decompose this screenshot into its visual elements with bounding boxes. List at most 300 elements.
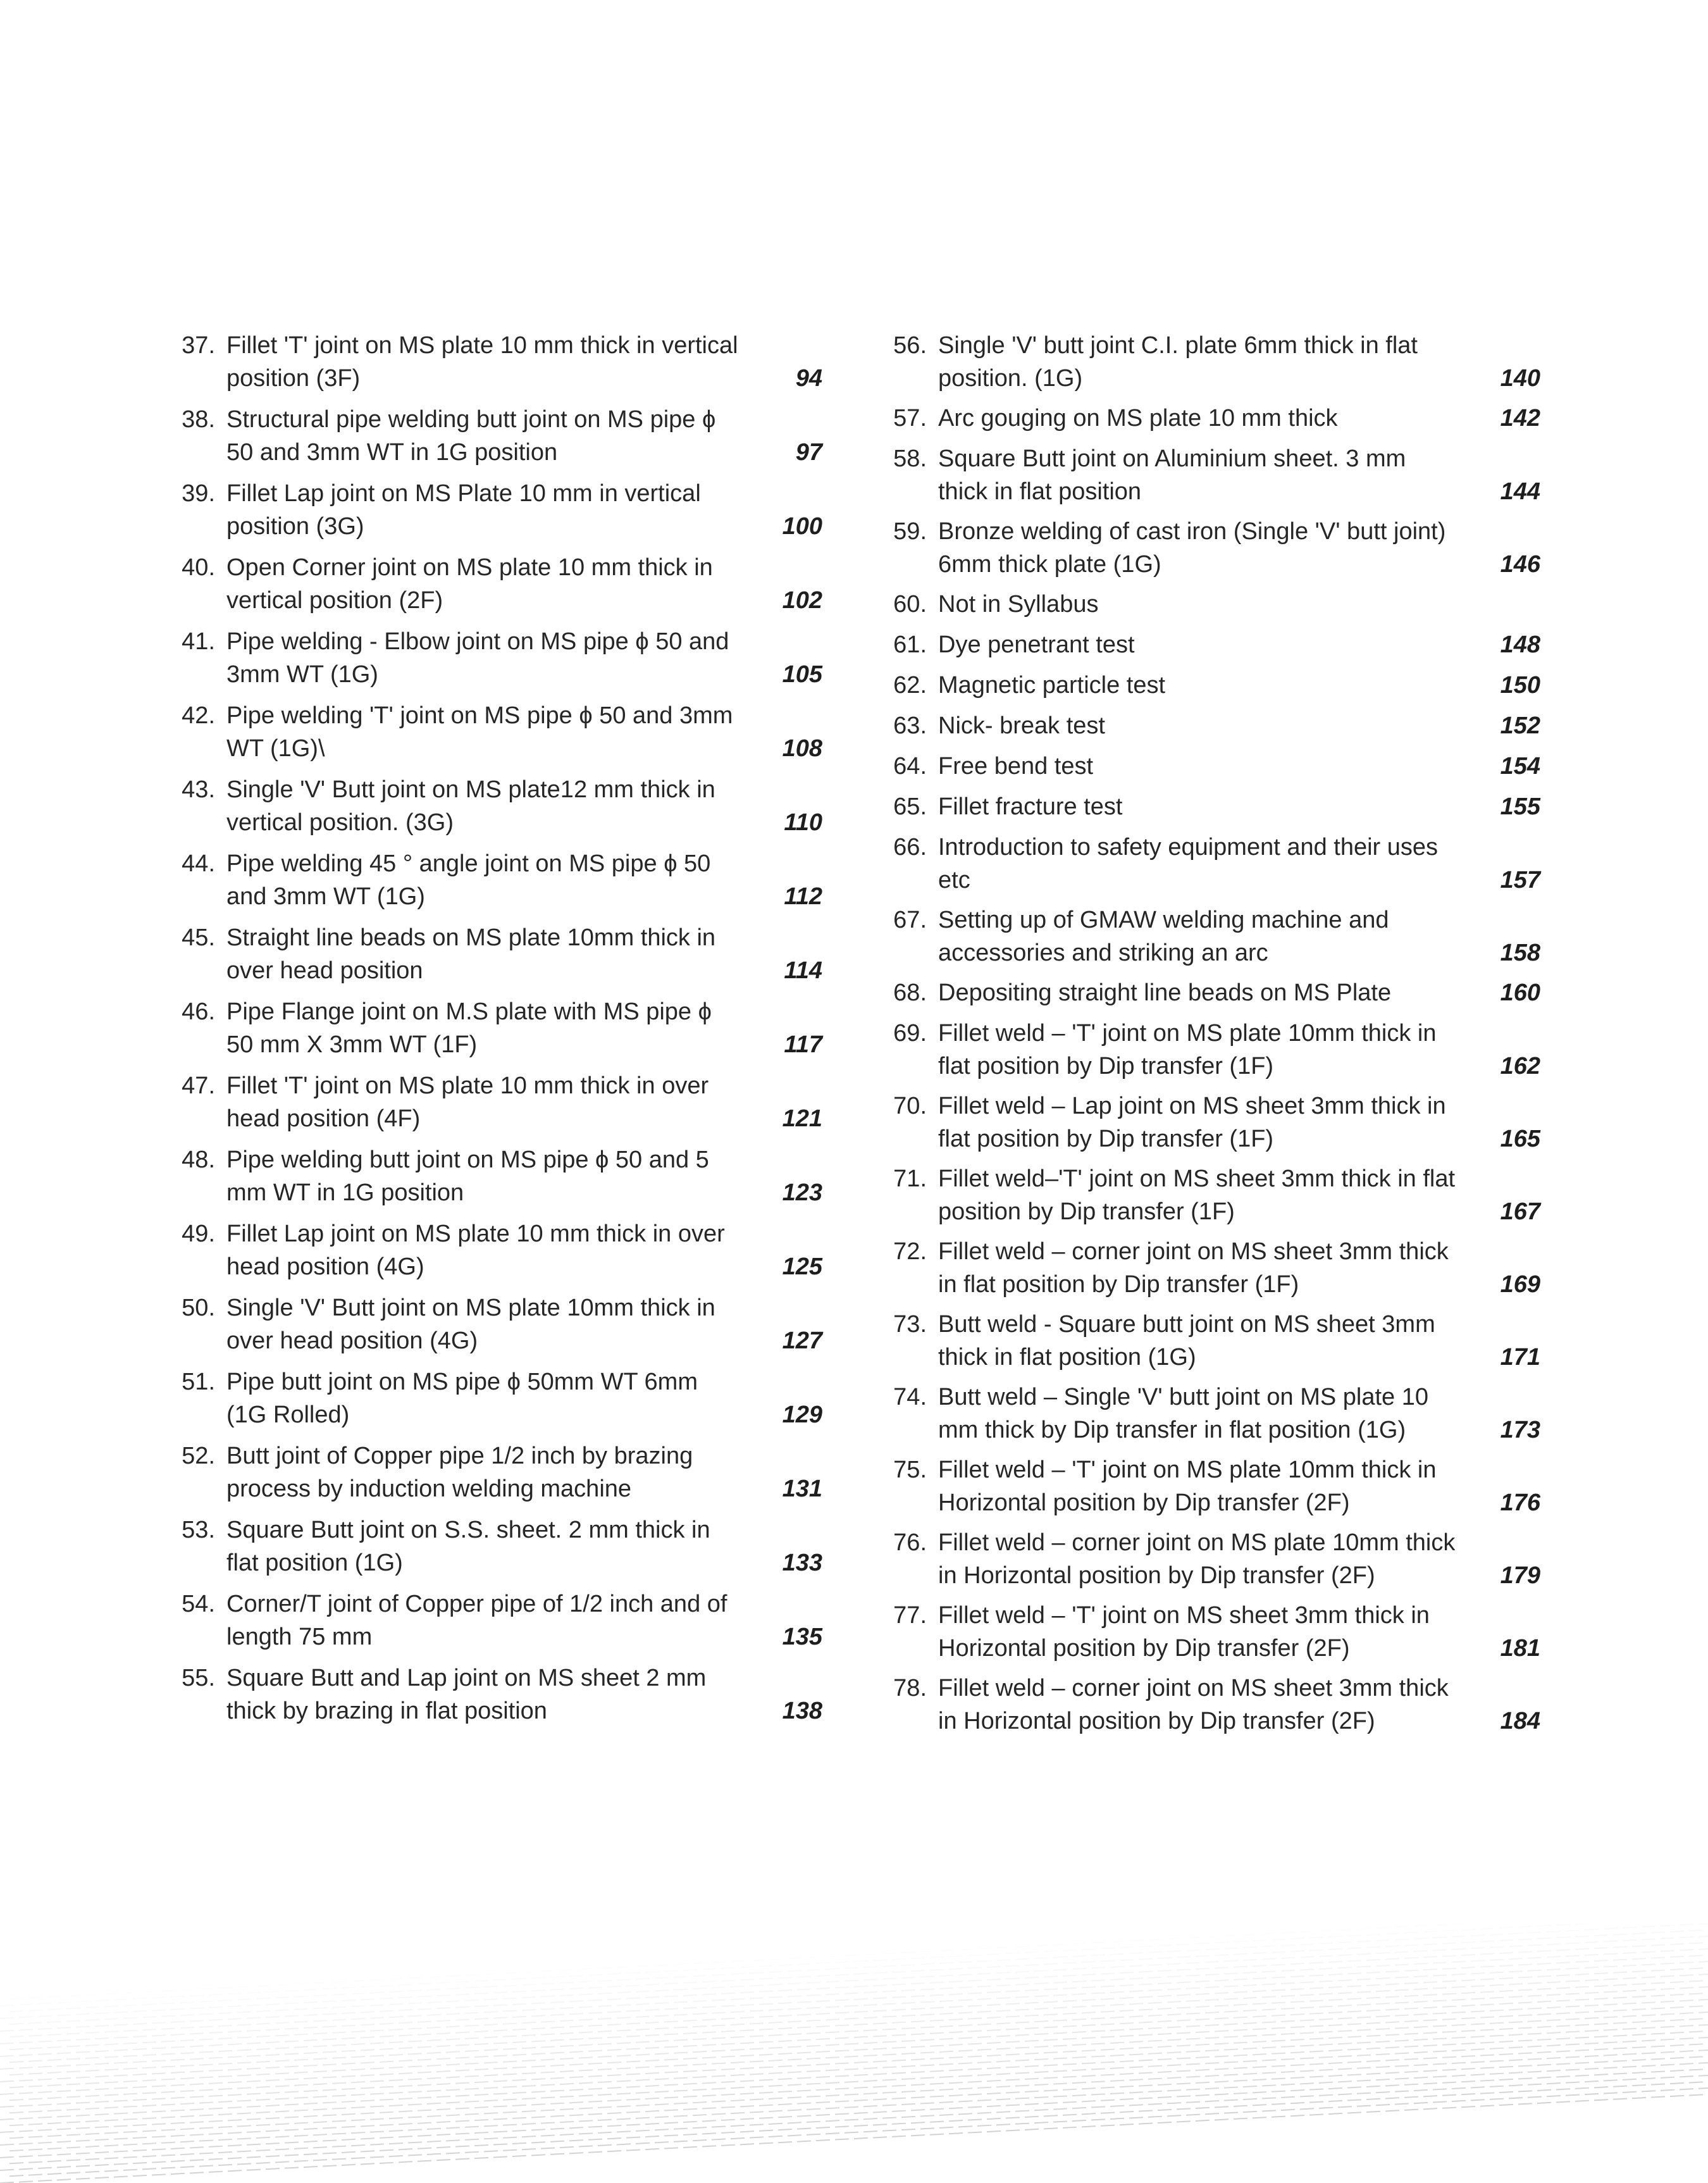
texture-dash (1357, 1979, 1371, 1980)
toc-entry-title: Fillet fracture test (938, 793, 1123, 820)
texture-dash (901, 2091, 915, 2092)
texture-dash (218, 1987, 232, 1988)
texture-dash (901, 2015, 915, 2016)
texture-dash (19, 2130, 33, 2131)
texture-dash (1158, 2046, 1172, 2047)
texture-dash (826, 1981, 839, 1982)
texture-dash (95, 2000, 109, 2001)
texture-dash (1025, 2104, 1039, 2105)
texture-dash (1328, 1936, 1342, 1937)
texture-dash (550, 2040, 564, 2041)
texture-dash (455, 1981, 469, 1982)
toc-entry[interactable] (171, 1217, 822, 1283)
texture-dash (674, 2103, 688, 2104)
texture-dash (275, 2073, 289, 2074)
texture-dash (1518, 2040, 1532, 2041)
texture-dash (1680, 1987, 1693, 1988)
texture-dash (607, 2087, 621, 2088)
toc-entry[interactable] (882, 1381, 1540, 1446)
texture-dash (1642, 2065, 1655, 2066)
texture-dash (1025, 2129, 1039, 2130)
texture-dash (0, 2068, 14, 2069)
toc-entry[interactable] (882, 669, 1540, 702)
texture-dash (1594, 1935, 1608, 1936)
texture-dash (1319, 2044, 1333, 2045)
toc-entry-page-number: 162 (1500, 1053, 1540, 1079)
texture-dash (161, 2155, 175, 2156)
texture-dash (380, 2112, 393, 2113)
toc-entry[interactable] (882, 1017, 1540, 1083)
texture-dash (1091, 1980, 1105, 1981)
texture-dash (826, 2057, 839, 2058)
texture-dash (228, 2069, 242, 2070)
texture-dash (636, 2067, 650, 2068)
texture-dash (1423, 2070, 1437, 2071)
toc-entry-page-number: 154 (1500, 753, 1540, 780)
texture-dash (1670, 2083, 1684, 2084)
texture-dash (920, 1963, 934, 1964)
texture-dash (0, 2106, 14, 2107)
toc-entry[interactable] (882, 750, 1540, 783)
texture-dash (1509, 2047, 1523, 2048)
texture-dash (351, 2145, 365, 2146)
texture-dash (1072, 2095, 1086, 2096)
texture-dash (446, 2013, 460, 2014)
texture-dash (1072, 1981, 1086, 1982)
texture-dash (655, 1990, 669, 1991)
toc-entry[interactable] (171, 1440, 822, 1505)
toc-entry[interactable] (882, 1672, 1540, 1738)
texture-dash (1433, 2063, 1447, 2064)
texture-dash (465, 2139, 479, 2140)
texture-dash (655, 2129, 669, 2130)
toc-entry[interactable] (171, 551, 822, 617)
texture-dash (750, 2061, 764, 2062)
texture-dash (1537, 1938, 1551, 1939)
texture-dash (1395, 2027, 1409, 2028)
texture-dash (228, 2018, 242, 2019)
texture-dash (1006, 2003, 1020, 2004)
texture-dash (731, 2125, 745, 2126)
texture-dash (266, 2029, 280, 2030)
texture-dash (9, 2036, 23, 2037)
texture-dash (95, 2063, 109, 2064)
texture-dash (1025, 2028, 1039, 2029)
texture-dash (323, 2026, 337, 2027)
texture-dash (332, 2121, 346, 2122)
texture-dash (1309, 2063, 1323, 2064)
texture-dash (418, 1996, 431, 1997)
texture-dash (294, 2123, 308, 2124)
toc-entry[interactable] (171, 1662, 822, 1727)
texture-dash (1290, 2039, 1304, 2040)
texture-dash (826, 2133, 839, 2134)
texture-dash (958, 2088, 972, 2089)
texture-dash (1262, 1996, 1276, 1997)
texture-dash (835, 2113, 849, 2114)
texture-dash (465, 2152, 479, 2153)
texture-dash (342, 2038, 356, 2039)
texture-dash (626, 2149, 640, 2150)
texture-dash (123, 2144, 137, 2145)
texture-dash (1385, 1933, 1399, 1934)
texture-dash (939, 2051, 953, 2052)
toc-entry[interactable] (882, 1235, 1540, 1301)
texture-dash (1101, 1961, 1115, 1962)
toc-entry[interactable] (882, 1453, 1540, 1519)
texture-dash (142, 2029, 156, 2030)
texture-dash (1148, 2091, 1162, 2092)
toc-entry[interactable] (882, 831, 1540, 897)
texture-dash (1101, 2062, 1115, 2063)
texture-dash (1461, 2068, 1475, 2069)
texture-dash (1661, 2052, 1674, 2053)
texture-dash (1699, 1974, 1708, 1975)
toc-entry[interactable] (882, 709, 1540, 742)
texture-dash (721, 2132, 735, 2133)
texture-dash (1091, 1942, 1105, 1943)
texture-dash (930, 2109, 944, 2110)
texture-dash (664, 1983, 678, 1984)
texture-dash (569, 2013, 583, 2014)
texture-dash (370, 2093, 384, 2094)
texture-dash (1395, 2103, 1409, 2104)
texture-dash (1566, 2031, 1580, 2032)
texture-dash (911, 2135, 925, 2136)
texture-dash (569, 2026, 583, 2027)
texture-dash (1110, 1979, 1124, 1980)
texture-dash (1632, 1971, 1646, 1972)
texture-dash (1613, 2023, 1627, 2024)
texture-dash (104, 2094, 118, 2095)
toc-entry[interactable] (171, 625, 822, 691)
texture-dash (930, 2033, 944, 2034)
texture-dash (550, 2116, 564, 2117)
texture-dash (1129, 2016, 1143, 2017)
toc-entry-number: 41. (182, 628, 215, 655)
texture-dash (977, 2125, 991, 2126)
texture-dash (816, 1988, 830, 1989)
texture-dash (1053, 2007, 1067, 2008)
texture-dash (66, 1995, 80, 1996)
texture-dash (1490, 2010, 1504, 2011)
texture-dash (1547, 2032, 1561, 2033)
toc-entry[interactable] (171, 1291, 822, 1357)
texture-dash (9, 2175, 23, 2176)
texture-dash (1253, 2117, 1266, 2118)
toc-left-column (171, 329, 822, 1736)
texture-dash (1689, 2031, 1703, 2032)
texture-dash (1480, 2067, 1494, 2068)
texture-dash (1082, 1949, 1096, 1950)
texture-dash (1651, 1995, 1665, 1996)
toc-entry[interactable] (171, 403, 822, 469)
toc-entry[interactable] (171, 921, 822, 987)
texture-dash (1196, 2082, 1210, 2083)
texture-dash (1499, 2041, 1513, 2042)
toc-entry[interactable] (171, 1365, 822, 1431)
texture-dash (1575, 2012, 1589, 2013)
texture-dash (1243, 1972, 1257, 1973)
texture-dash (588, 2025, 602, 2026)
texture-dash (1272, 2028, 1285, 2029)
texture-dash (939, 2102, 953, 2103)
texture-dash (1290, 1976, 1304, 1977)
texture-dash (721, 2018, 735, 2019)
toc-entry-title: Pipe welding butt joint on MS pipe ϕ 50 and 5 mm WT in 1G position (226, 1147, 709, 1206)
toc-entry[interactable] (882, 588, 1540, 621)
texture-dash (1290, 2090, 1304, 2091)
toc-entry-number: 69. (893, 1020, 927, 1047)
texture-dash (1689, 1955, 1703, 1956)
toc-entry[interactable] (171, 477, 822, 543)
toc-entry[interactable] (171, 1143, 822, 1209)
toc-entry[interactable] (171, 847, 822, 913)
texture-dash (1025, 1990, 1039, 1991)
texture-dash (66, 2071, 80, 2072)
texture-dash (958, 2113, 972, 2114)
texture-dash (920, 2115, 934, 2116)
texture-dash (1300, 1969, 1314, 1970)
texture-dash (1158, 2122, 1172, 2123)
texture-dash (655, 2015, 669, 2016)
texture-dash (1110, 2055, 1124, 2056)
texture-dash (152, 2174, 166, 2175)
texture-dash (38, 2092, 52, 2093)
texture-dash (418, 2047, 431, 2048)
texture-dash (996, 1947, 1010, 1948)
toc-entry[interactable] (171, 699, 822, 765)
texture-dash (1063, 2089, 1077, 2090)
toc-entry[interactable] (882, 1599, 1540, 1665)
texture-dash (361, 2087, 374, 2088)
toc-entry[interactable] (882, 402, 1540, 435)
toc-entry[interactable] (171, 1514, 822, 1579)
texture-dash (1262, 2110, 1276, 2111)
texture-dash (1670, 1969, 1684, 1970)
toc-entry[interactable] (882, 515, 1540, 581)
texture-dash (474, 2018, 488, 2019)
texture-dash (133, 2175, 147, 2176)
texture-dash (152, 2022, 166, 2023)
texture-dash (1110, 2017, 1124, 2018)
texture-dash (1528, 1945, 1542, 1946)
texture-dash (152, 1997, 166, 1998)
texture-dash (1642, 1989, 1655, 1990)
texture-dash (209, 2083, 223, 2084)
toc-entry-page-number: 135 (782, 1624, 822, 1650)
toc-entry[interactable] (171, 995, 822, 1061)
texture-dash (1461, 2043, 1475, 2044)
texture-dash (57, 2065, 71, 2066)
texture-dash (1604, 2004, 1618, 2005)
texture-dash (1423, 1994, 1437, 1995)
texture-dash (1461, 1929, 1475, 1930)
texture-dash (85, 2007, 99, 2008)
texture-dash (152, 2098, 166, 2099)
toc-entry[interactable] (882, 1162, 1540, 1228)
texture-dash (522, 2073, 536, 2074)
texture-dash (1006, 1978, 1020, 1979)
texture-dash (1025, 1977, 1039, 1978)
texture-dash (304, 2154, 318, 2155)
texture-dash (1651, 2058, 1665, 2059)
texture-dash (1072, 2057, 1086, 2058)
texture-dash (142, 2168, 156, 2169)
texture-dash (1442, 2095, 1456, 2096)
texture-dash (351, 2056, 365, 2057)
texture-dash (939, 2127, 953, 2128)
texture-dash (1196, 2019, 1210, 2020)
texture-dash (247, 2106, 261, 2107)
texture-dash (427, 2116, 441, 2117)
toc-entry[interactable] (171, 329, 822, 395)
texture-dash (332, 2108, 346, 2109)
toc-entry-number: 77. (893, 1602, 927, 1629)
texture-dash (588, 2063, 602, 2064)
texture-dash (1423, 2108, 1437, 2109)
toc-entry[interactable] (171, 773, 822, 839)
texture-dash (1499, 2092, 1513, 2093)
texture-dash (493, 2118, 507, 2119)
texture-dash (1575, 2037, 1589, 2038)
texture-dash (826, 1968, 839, 1969)
texture-dash (721, 2069, 735, 2070)
texture-dash (1262, 1933, 1276, 1934)
toc-entry[interactable] (882, 1526, 1540, 1592)
texture-dash (361, 2024, 374, 2025)
texture-dash (579, 2019, 593, 2020)
texture-dash (797, 2001, 811, 2002)
texture-dash (1205, 2037, 1219, 2038)
texture-dash (1243, 1947, 1257, 1948)
texture-dash (380, 2137, 393, 2138)
texture-dash (1461, 2081, 1475, 2082)
texture-dash (987, 2131, 1001, 2132)
texture-dash (1328, 2050, 1342, 2051)
texture-dash (1253, 2054, 1266, 2055)
texture-dash (1594, 2099, 1608, 2100)
texture-dash (266, 2105, 280, 2106)
texture-dash (1442, 2057, 1456, 2058)
texture-dash (247, 2005, 261, 2006)
texture-dash (816, 2140, 830, 2141)
texture-dash (1309, 1987, 1323, 1988)
texture-dash (199, 2165, 213, 2166)
toc-entry[interactable] (882, 904, 1540, 969)
texture-dash (1196, 2044, 1210, 2045)
texture-dash (237, 2087, 251, 2088)
texture-dash (446, 2127, 460, 2128)
toc-entry[interactable] (882, 442, 1540, 508)
toc-entry-title: Butt joint of Copper pipe 1/2 inch by brazing process by induction welding machine (226, 1443, 693, 1502)
toc-entry-page-number: 181 (1500, 1635, 1540, 1662)
texture-dash (882, 2016, 896, 2017)
texture-dash (949, 2082, 963, 2083)
toc-entry-number: 55. (182, 1665, 215, 1691)
toc-entry-page-number: 146 (1500, 551, 1540, 578)
texture-dash (664, 2135, 678, 2136)
texture-dash (114, 1999, 128, 2000)
texture-dash (1585, 2081, 1599, 2082)
toc-entry[interactable] (882, 1308, 1540, 1374)
texture-dash (854, 2125, 868, 2126)
texture-dash (1243, 1985, 1257, 1986)
texture-dash (1234, 2080, 1247, 2081)
texture-dash (778, 1990, 792, 1991)
texture-dash (550, 2002, 564, 2003)
texture-dash (142, 1991, 156, 1992)
texture-dash (1186, 2064, 1200, 2065)
texture-dash (1632, 1933, 1646, 1934)
texture-dash (1699, 2012, 1708, 2013)
texture-dash (512, 2143, 526, 2144)
texture-dash (721, 1993, 735, 1994)
texture-dash (949, 2044, 963, 2045)
texture-dash (968, 1980, 982, 1981)
texture-dash (247, 2068, 261, 2069)
texture-dash (304, 2040, 318, 2041)
texture-dash (1215, 2005, 1228, 2006)
texture-dash (1452, 2012, 1466, 2013)
texture-dash (1499, 1927, 1513, 1928)
texture-dash (1423, 2083, 1437, 2084)
toc-entry[interactable] (882, 976, 1540, 1009)
toc-entry[interactable] (882, 790, 1540, 823)
texture-dash (816, 2013, 830, 2014)
texture-dash (750, 2124, 764, 2125)
texture-dash (1442, 2006, 1456, 2007)
texture-dash (1234, 1941, 1247, 1942)
texture-dash (361, 2100, 374, 2101)
texture-dash (1651, 1982, 1665, 1983)
texture-dash (1158, 2008, 1172, 2009)
texture-dash (1243, 2010, 1257, 2011)
toc-entry-page-number: 129 (782, 1402, 822, 1428)
texture-dash (1404, 2008, 1418, 2009)
texture-dash (683, 2147, 697, 2148)
texture-dash (47, 2123, 61, 2124)
toc-entry-number: 67. (893, 907, 927, 933)
texture-dash (57, 2103, 71, 2104)
texture-dash (977, 1948, 991, 1949)
toc-entry-title: Not in Syllabus (938, 591, 1099, 618)
texture-dash (541, 2046, 555, 2047)
texture-dash (95, 2038, 109, 2039)
toc-entry-number: 76. (893, 1529, 927, 1556)
texture-dash (9, 1998, 23, 1999)
toc-entry[interactable] (882, 329, 1540, 395)
texture-dash (664, 2097, 678, 2098)
texture-dash (541, 2059, 555, 2060)
texture-dash (958, 1949, 972, 1950)
toc-entry-page-number: 157 (1500, 867, 1540, 893)
texture-dash (1300, 2070, 1314, 2071)
toc-entry[interactable] (171, 1069, 822, 1135)
texture-dash (351, 2018, 365, 2019)
texture-dash (285, 2028, 299, 2029)
toc-entry[interactable] (171, 1588, 822, 1653)
texture-dash (114, 2176, 128, 2177)
texture-dash (418, 2123, 431, 2124)
toc-entry[interactable] (882, 628, 1540, 661)
texture-dash (85, 2108, 99, 2109)
texture-dash (1158, 2097, 1172, 2098)
texture-dash (920, 2077, 934, 2078)
toc-entry[interactable] (882, 1090, 1540, 1155)
texture-dash (1053, 2070, 1067, 2071)
texture-dash (693, 2127, 707, 2128)
